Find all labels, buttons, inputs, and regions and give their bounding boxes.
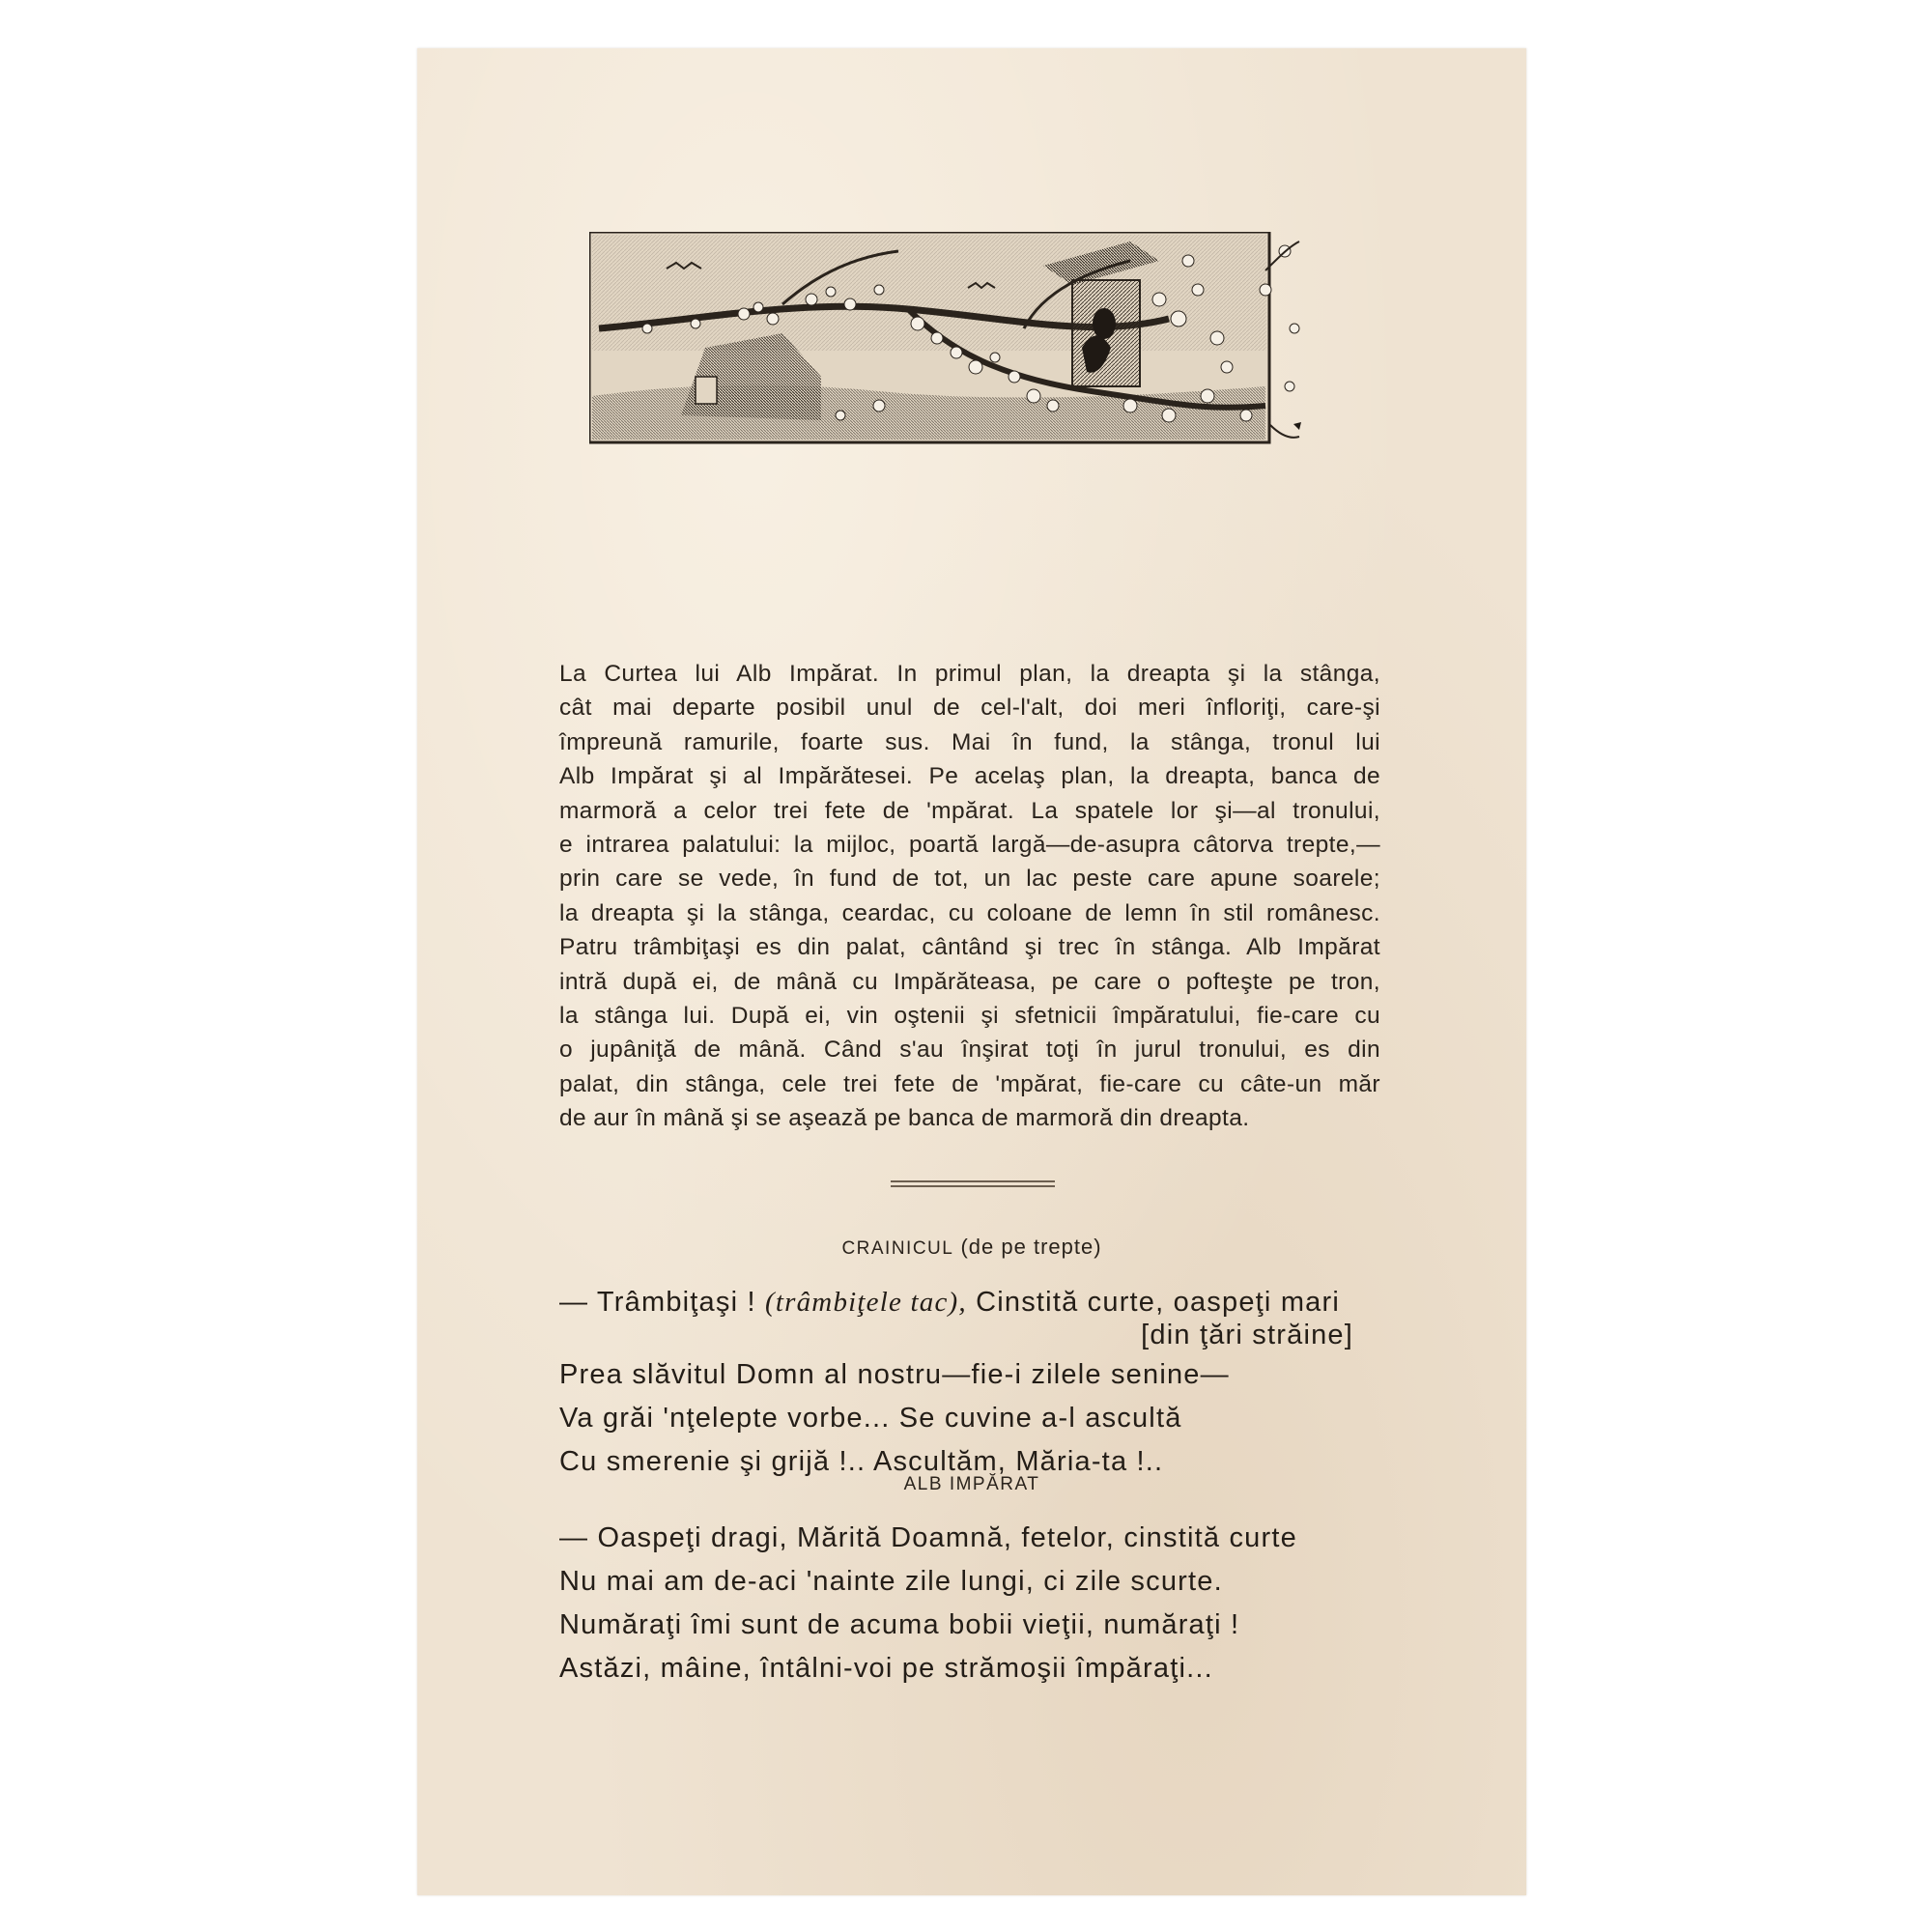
stage-direction-line: de aur în mână şi se aşează pe banca de marmoră din dreapta. (559, 1105, 1250, 1132)
stage-direction-line: palat, din stânga, cele trei fete de 'mpărat, fie-care cu câte-un măr (559, 1070, 1380, 1097)
stage-direction-line: e intrarea palatului: la mijloc, poartă largă—de-asupra câtorva trepte,— (559, 832, 1380, 859)
speaker-name: CRAINICUL (841, 1238, 954, 1259)
speaker-name: ALB IMPĂRAT (903, 1474, 1040, 1494)
stage-direction-line: Alb Impărat şi al Impărătesei. Pe acelaş plan, la dreapta, banca de (559, 763, 1380, 790)
verse-line-stage-note: (trâmbiţele tac), (765, 1287, 967, 1318)
section-divider (891, 1180, 1055, 1190)
stage-direction-line: La Curtea lui Alb Impărat. In primul plan, la dreapta şi la stânga, (559, 661, 1380, 687)
speaker-note: (de pe trepte) (960, 1235, 1102, 1259)
verse-line-start: — Trâmbiţaşi ! (559, 1287, 756, 1318)
stage-direction-line: la dreapta şi la stânga, ceardac, cu coloane de lemn în stil românesc. (559, 899, 1380, 926)
verse-line: Astăzi, mâine, întâlni-voi pe strămoşii împăraţi... (559, 1653, 1213, 1684)
stage-direction-line: intră după ei, de mână cu Impărăteasa, pe care o pofteşte pe tron, (559, 968, 1380, 995)
stage-directions (559, 657, 1380, 1136)
blossom-branch-illustration (589, 232, 1304, 464)
verse-crainicul (559, 1281, 1390, 1484)
verse-line: Nu mai am de-aci 'nainte zile lungi, ci zile scurte. (559, 1566, 1223, 1597)
stage-direction-line: o jupâniţă de mână. Când s'au înşirat toţi în jurul tronului, es din (559, 1037, 1380, 1064)
stage-direction-line: Patru trâmbiţaşi es din palat, cântând şi trec în stânga. Alb Impărat (559, 934, 1380, 961)
speaker-heading-crainicul (417, 1235, 1526, 1260)
speaker-heading-alb-imparat (417, 1470, 1526, 1495)
engraved-vignette-illustration (589, 232, 1304, 464)
stage-direction-line: împreună ramurile, foarte sus. Mai în fund, la stânga, tronul lui (559, 728, 1380, 755)
verse-line-end: Cinstită curte, oaspeţi mari (976, 1287, 1341, 1318)
stage-direction-line: prin care se vede, în fund de tot, un lac peste care apune soarele; (559, 866, 1380, 893)
verse-line: — Oaspeţi dragi, Mărită Doamnă, fetelor, cinstită curte (559, 1522, 1297, 1553)
verse-alb-imparat (559, 1517, 1390, 1690)
verse-line: Va grăi 'nţelepte vorbe... Se cuvine a-l ascultă (559, 1403, 1182, 1434)
book-page (417, 48, 1526, 1895)
verse-line: Prea slăvitul Domn al nostru—fie-i zilele senine— (559, 1359, 1230, 1390)
stage-direction-line: la stânga lui. După ei, vin oştenii şi sfetnicii împăratului, fie-care cu (559, 1003, 1380, 1030)
stage-direction-line: cât mai departe posibil unul de cel-l'alt, doi meri înfloriţi, care-şi (559, 695, 1380, 722)
stage-direction-line: marmoră a celor trei fete de 'mpărat. La spatele lor şi—al tronului, (559, 797, 1380, 824)
verse-line: Cu smerenie şi grijă !.. Ascultăm, Măria-ta !.. (559, 1446, 1164, 1477)
verse-line-continuation: [din ţări străine] (1141, 1320, 1353, 1350)
verse-line: Număraţi îmi sunt de acuma bobii vieţii, număraţi ! (559, 1609, 1240, 1640)
